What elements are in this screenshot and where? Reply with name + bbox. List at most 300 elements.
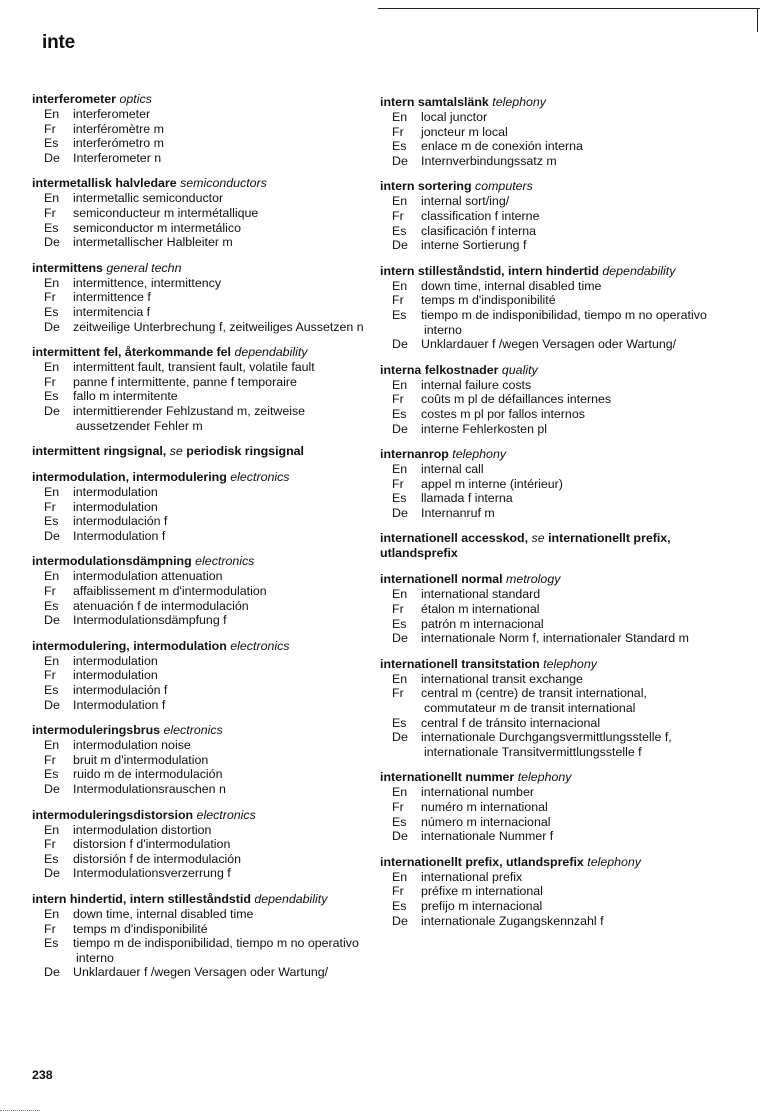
translation-text: intermodulation distortion <box>73 822 212 837</box>
language-code: De <box>44 319 60 334</box>
headword-term: internationellt prefix, utlandsprefix <box>380 854 584 869</box>
translation-text: panne f intermittente, panne f temporaire <box>73 374 297 389</box>
translation-line <box>34 485 367 500</box>
translation-text: internationale Norm f, internationaler Standard m <box>421 631 689 646</box>
translation-line <box>382 477 715 492</box>
translation-text: internationale Durchgangsvermittlungsstelle f, internationale Transitvermittlungsstelle f <box>421 730 672 759</box>
dictionary-entry <box>32 808 367 881</box>
headword-term: intern stilleståndstid, intern hindertid <box>380 263 599 278</box>
dictionary-entry <box>32 554 367 627</box>
see-reference: se <box>531 531 545 546</box>
dictionary-entry <box>380 95 715 168</box>
translation-text: ruido m de intermodulación <box>73 767 223 782</box>
dictionary-entry <box>32 261 367 334</box>
headword-term: intern hindertid, intern stilleståndstid <box>32 891 251 906</box>
translation-line <box>34 320 367 335</box>
translation-line <box>34 654 367 669</box>
translation-text: central f de tránsito internacional <box>421 715 601 730</box>
translation-line <box>382 139 715 154</box>
language-code: De <box>392 153 408 168</box>
language-code: Es <box>44 936 59 951</box>
translation-text: prefijo m internacional <box>421 898 543 913</box>
translation-line <box>34 698 367 713</box>
translation-text: Unklardauer f /wegen Versagen oder Wartung/ <box>421 337 677 352</box>
translation-text: interne Fehlerkosten pl <box>421 421 548 436</box>
translation-text: intermetallischer Halbleiter m <box>73 235 233 250</box>
headword-term: intern sortering <box>380 179 472 194</box>
headword-term: interna felkostnader <box>380 362 499 377</box>
language-code: Fr <box>392 476 404 491</box>
translation-line <box>382 462 715 477</box>
language-code: En <box>392 869 408 884</box>
dictionary-entry <box>380 657 715 760</box>
translation-text: fallo m intermitente <box>73 389 178 404</box>
translation-line <box>34 907 367 922</box>
language-code: Fr <box>44 584 56 599</box>
language-code: De <box>44 965 60 980</box>
translation-line <box>34 221 367 236</box>
translation-line <box>34 683 367 698</box>
subject-domain: electronics <box>195 554 255 569</box>
entry-headword <box>380 572 715 587</box>
translation-text: Intermodulationsverzerrung f <box>73 866 231 881</box>
translation-text: Intermodulationsrauschen n <box>73 782 226 796</box>
translation-text: intermodulation noise <box>73 738 191 753</box>
running-header: inte <box>42 32 75 53</box>
dictionary-entry <box>380 770 715 843</box>
translation-line <box>34 852 367 867</box>
subject-domain: dependability <box>602 263 676 278</box>
language-code: Fr <box>44 374 56 389</box>
translation-line <box>382 617 715 632</box>
translation-line <box>34 514 367 529</box>
language-code: Es <box>44 136 59 151</box>
entry-headword <box>380 363 715 378</box>
language-code: En <box>44 906 60 921</box>
language-code: En <box>392 671 408 686</box>
translation-text: Unklardauer f /wegen Versagen oder Wartung/ <box>73 965 329 980</box>
translation-line <box>34 404 367 433</box>
entry-headword <box>32 554 367 569</box>
language-code: De <box>44 782 60 796</box>
subject-domain: optics <box>119 92 152 106</box>
translation-text: internal failure costs <box>421 377 532 392</box>
headword-term: intermodulation, intermodulering <box>32 470 227 485</box>
entry-headword <box>32 261 367 276</box>
dictionary-entry <box>32 470 367 543</box>
translation-text: internationale Zugangskennzahl f <box>421 913 604 928</box>
translation-text: Internverbindungssatz m <box>421 153 557 168</box>
translation-text: internal call <box>421 462 484 477</box>
translation-text: international standard <box>421 587 541 602</box>
dictionary-entry <box>32 892 367 980</box>
translation-line <box>382 392 715 407</box>
translation-line <box>382 337 715 352</box>
translation-line <box>34 290 367 305</box>
language-code: En <box>44 360 60 375</box>
dictionary-entry <box>32 345 367 433</box>
translation-line <box>34 151 367 166</box>
language-code: Fr <box>392 293 404 308</box>
translation-line <box>34 206 367 221</box>
translation-line <box>34 837 367 852</box>
entry-headword <box>32 176 367 191</box>
translation-line <box>34 500 367 515</box>
language-code: Fr <box>44 752 56 767</box>
translation-text: temps m d'indisponibilité <box>421 293 556 308</box>
translation-line <box>34 866 367 881</box>
entry-headword <box>32 345 367 360</box>
dictionary-entry <box>380 855 715 928</box>
language-code: Es <box>392 616 407 631</box>
language-code: En <box>44 107 60 121</box>
language-code: Es <box>44 851 59 866</box>
translation-text: affaiblissement m d'intermodulation <box>73 584 267 599</box>
language-code: De <box>392 337 408 352</box>
language-code: Es <box>44 598 59 613</box>
translation-text: appel m interne (intérieur) <box>421 476 563 491</box>
subject-domain: telephony <box>517 770 572 785</box>
language-code: Fr <box>44 290 56 305</box>
language-code: De <box>392 913 408 928</box>
translation-line <box>382 815 715 830</box>
language-code: Fr <box>44 121 56 136</box>
translation-text: clasificación f interna <box>421 223 537 238</box>
translation-text: intermodulation <box>73 485 158 500</box>
subject-domain: electronics <box>230 470 290 485</box>
translation-line <box>382 672 715 687</box>
language-code: Fr <box>44 499 56 514</box>
language-code: Fr <box>392 884 404 899</box>
translation-line <box>382 800 715 815</box>
language-code: Es <box>44 389 59 404</box>
entry-headword <box>32 639 367 654</box>
entry-headword <box>32 723 367 738</box>
translation-text: internationale Nummer f <box>421 829 554 844</box>
subject-domain: electronics <box>163 723 223 738</box>
translation-text: atenuación f de intermodulación <box>73 598 249 613</box>
dictionary-entry <box>32 176 367 249</box>
translation-line <box>382 631 715 646</box>
translation-line <box>382 587 715 602</box>
translation-text: central m (centre) de transit international, commutateur m de transit international <box>421 686 647 716</box>
dictionary-entry <box>380 179 715 252</box>
language-code: Es <box>44 514 59 529</box>
language-code: En <box>44 822 60 837</box>
subject-domain: telephony <box>543 656 597 671</box>
dictionary-entry <box>380 447 715 520</box>
entry-headword <box>380 770 715 785</box>
translation-line <box>34 375 367 390</box>
translation-text: Intermodulationsdämpfung f <box>73 613 227 628</box>
translation-text: semiconducteur m intermétallique <box>73 205 259 220</box>
subject-domain: telephony <box>492 95 547 109</box>
translation-line <box>382 506 715 521</box>
translation-text: intermittence, intermittency <box>73 275 222 290</box>
language-code: Es <box>44 683 59 698</box>
translation-text: bruit m d'intermodulation <box>73 752 209 767</box>
translation-text: étalon m international <box>421 602 540 617</box>
translation-text: intermittent fault, transient fault, volatile fault <box>73 360 315 375</box>
translation-text: enlace m de conexión interna <box>421 139 583 154</box>
language-code: Fr <box>44 921 56 936</box>
translation-text: intermittence f <box>73 290 151 305</box>
language-code: De <box>392 421 408 436</box>
headword-term: internanrop <box>380 447 449 462</box>
translation-text: distorsion f d'intermodulation <box>73 837 231 852</box>
language-code: En <box>44 275 60 290</box>
entry-headword <box>380 264 715 279</box>
translation-text: international transit exchange <box>421 671 583 686</box>
translation-text: down time, internal disabled time <box>73 906 254 921</box>
page-number: 238 <box>32 1068 53 1082</box>
translation-line <box>34 613 367 628</box>
see-target-term: periodisk ringsignal <box>186 444 304 459</box>
language-code: De <box>44 866 60 881</box>
language-code: Fr <box>392 800 404 814</box>
translation-line <box>34 305 367 320</box>
language-code: Fr <box>392 124 404 139</box>
translation-line <box>34 823 367 838</box>
translation-line <box>382 829 715 844</box>
dictionary-entry <box>380 363 715 436</box>
translation-line <box>34 389 367 404</box>
translation-text: intermodulation <box>73 499 158 514</box>
entry-headword <box>32 808 367 823</box>
translation-text: Internanruf m <box>421 505 495 520</box>
see-reference: se <box>169 444 183 459</box>
translation-line <box>382 899 715 914</box>
translation-line <box>34 107 367 122</box>
translation-text: costes m pl por fallos internos <box>421 406 585 421</box>
translation-text: intermetallic semiconductor <box>73 191 224 206</box>
entry-headword <box>32 470 367 485</box>
translation-text: coûts m pl de défaillances internes <box>421 392 612 407</box>
language-code: En <box>44 738 60 753</box>
translation-line <box>382 308 715 337</box>
entry-headword <box>380 447 715 462</box>
entry-headword <box>380 95 715 110</box>
language-code: De <box>392 505 408 520</box>
headword-term: intermetallisk halvledare <box>32 176 177 191</box>
translation-line <box>34 569 367 584</box>
translation-line <box>382 378 715 393</box>
translation-text: intermodulation <box>73 653 158 668</box>
headword-term: intermodulationsdämpning <box>32 554 192 569</box>
see-target-term: internationellt prefix, utlandsprefix <box>380 531 671 561</box>
subject-domain: general techn <box>106 260 182 275</box>
translation-text: distorsión f de intermodulación <box>73 851 242 866</box>
translation-text: intermodulation <box>73 668 158 683</box>
translation-line <box>34 965 367 980</box>
entry-headword <box>32 92 367 107</box>
translation-line <box>34 276 367 291</box>
translation-text: intermodulación f <box>73 683 168 698</box>
translation-text: interféromètre m <box>73 121 164 136</box>
language-code: En <box>44 191 60 206</box>
language-code: De <box>44 150 60 165</box>
headword-term: intermoduleringsdistorsion <box>32 807 194 822</box>
language-code: Es <box>392 223 407 238</box>
headword-term: internationell normal <box>380 572 503 587</box>
entry-headword <box>380 531 715 561</box>
language-code: Es <box>44 304 59 319</box>
translation-text: Intermodulation f <box>73 528 166 543</box>
headword-term: intermodulering, intermodulation <box>32 638 227 653</box>
dictionary-entry <box>380 531 715 561</box>
translation-text: Interferometer n <box>73 150 162 165</box>
language-code: Es <box>392 715 407 730</box>
translation-text: interferómetro m <box>73 136 164 151</box>
language-code: En <box>392 587 408 602</box>
translation-line <box>34 360 367 375</box>
entry-headword <box>380 657 715 672</box>
headword-term: internationell accesskod, <box>380 531 529 546</box>
subject-domain: telephony <box>587 854 641 869</box>
subject-domain: electronics <box>196 807 256 822</box>
headword-term: intern samtalslänk <box>380 95 489 109</box>
translation-text: intermodulación f <box>73 514 168 529</box>
language-code: Fr <box>44 205 56 220</box>
right-column <box>380 95 715 939</box>
translation-text: tiempo m de indisponibilidad, tiempo m no operativo interno <box>421 307 707 337</box>
translation-line <box>382 125 715 140</box>
language-code: En <box>392 377 408 392</box>
translation-line <box>34 599 367 614</box>
language-code: De <box>44 235 60 250</box>
translation-line <box>34 767 367 782</box>
translation-line <box>382 238 715 253</box>
translation-text: temps m d'indisponibilité <box>73 921 208 936</box>
entry-headword <box>380 179 715 194</box>
translation-line <box>34 584 367 599</box>
translation-text: zeitweilige Unterbrechung f, zeitweiliges Aussetzen n <box>73 319 364 334</box>
language-code: De <box>392 238 408 253</box>
translation-line <box>382 730 715 759</box>
translation-line <box>382 110 715 125</box>
language-code: Es <box>392 898 407 913</box>
top-rule <box>378 8 760 9</box>
language-code: En <box>392 278 408 293</box>
headword-term: interferometer <box>32 92 117 106</box>
dictionary-entry <box>32 444 367 459</box>
translation-line <box>382 884 715 899</box>
translation-text: numéro m international <box>421 800 548 814</box>
translation-line <box>382 491 715 506</box>
translation-text: joncteur m local <box>421 124 508 139</box>
language-code: Fr <box>392 686 404 701</box>
subject-domain: electronics <box>230 638 290 653</box>
translation-line <box>382 602 715 617</box>
translation-line <box>382 279 715 294</box>
language-code: En <box>392 462 408 477</box>
translation-text: down time, internal disabled time <box>421 278 602 293</box>
language-code: Fr <box>392 602 404 617</box>
dictionary-entry <box>32 92 367 165</box>
subject-domain: metrology <box>506 572 561 587</box>
subject-domain: semiconductors <box>180 176 267 191</box>
translation-text: intermittierender Fehlzustand m, zeitweise aussetzender Fehler m <box>73 403 306 433</box>
left-column <box>32 92 367 991</box>
translation-text: international number <box>421 785 534 800</box>
language-code: De <box>44 403 60 418</box>
translation-text: international prefix <box>421 869 523 884</box>
translation-line <box>382 716 715 731</box>
bottom-rule <box>0 1110 40 1111</box>
translation-text: internal sort/ing/ <box>421 194 510 209</box>
translation-line <box>34 122 367 137</box>
entry-headword <box>380 855 715 870</box>
translation-text: Intermodulation f <box>73 697 166 712</box>
translation-line <box>382 194 715 209</box>
language-code: En <box>392 110 408 124</box>
language-code: Es <box>44 220 59 235</box>
translation-line <box>34 191 367 206</box>
language-code: Fr <box>44 837 56 852</box>
subject-domain: computers <box>475 179 533 194</box>
translation-line <box>382 422 715 437</box>
language-code: De <box>392 631 408 646</box>
language-code: Es <box>392 307 407 322</box>
language-code: De <box>44 697 60 712</box>
entry-headword <box>32 444 367 459</box>
subject-domain: dependability <box>254 891 328 906</box>
entry-headword <box>32 892 367 907</box>
language-code: En <box>44 569 60 584</box>
translation-text: llamada f interna <box>421 491 513 506</box>
translation-line <box>34 668 367 683</box>
translation-text: patrón m internacional <box>421 616 544 631</box>
language-code: En <box>392 194 408 209</box>
dictionary-entry <box>32 723 367 796</box>
language-code: De <box>392 829 408 844</box>
right-rule <box>757 8 758 32</box>
language-code: En <box>44 485 60 500</box>
translation-line <box>382 154 715 169</box>
translation-line <box>34 922 367 937</box>
translation-line <box>382 785 715 800</box>
translation-line <box>382 870 715 885</box>
translation-line <box>34 753 367 768</box>
translation-text: intermitencia f <box>73 304 151 319</box>
headword-term: internationell transitstation <box>380 656 540 671</box>
translation-line <box>382 209 715 224</box>
translation-text: interne Sortierung f <box>421 238 527 253</box>
headword-term: intermittent fel, återkommande fel <box>32 345 231 360</box>
translation-text: préfixe m international <box>421 884 543 899</box>
subject-domain: telephony <box>452 447 507 462</box>
translation-text: local junctor <box>421 110 488 124</box>
translation-line <box>382 914 715 929</box>
language-code: De <box>44 528 60 543</box>
language-code: De <box>44 613 60 628</box>
dictionary-entry <box>32 639 367 712</box>
translation-line <box>34 936 367 965</box>
translation-text: intermodulation attenuation <box>73 569 223 584</box>
language-code: Es <box>392 814 407 829</box>
headword-term: intermittent ringsignal, <box>32 444 167 459</box>
language-code: Es <box>392 406 407 421</box>
language-code: Es <box>44 767 59 782</box>
headword-term: internationellt nummer <box>380 770 515 785</box>
translation-line <box>34 782 367 797</box>
language-code: De <box>392 730 408 745</box>
headword-term: intermoduleringsbrus <box>32 723 161 738</box>
translation-text: classification f interne <box>421 208 540 223</box>
translation-line <box>382 293 715 308</box>
translation-text: tiempo m de indisponibilidad, tiempo m no operativo interno <box>73 936 359 965</box>
language-code: Es <box>392 139 407 154</box>
